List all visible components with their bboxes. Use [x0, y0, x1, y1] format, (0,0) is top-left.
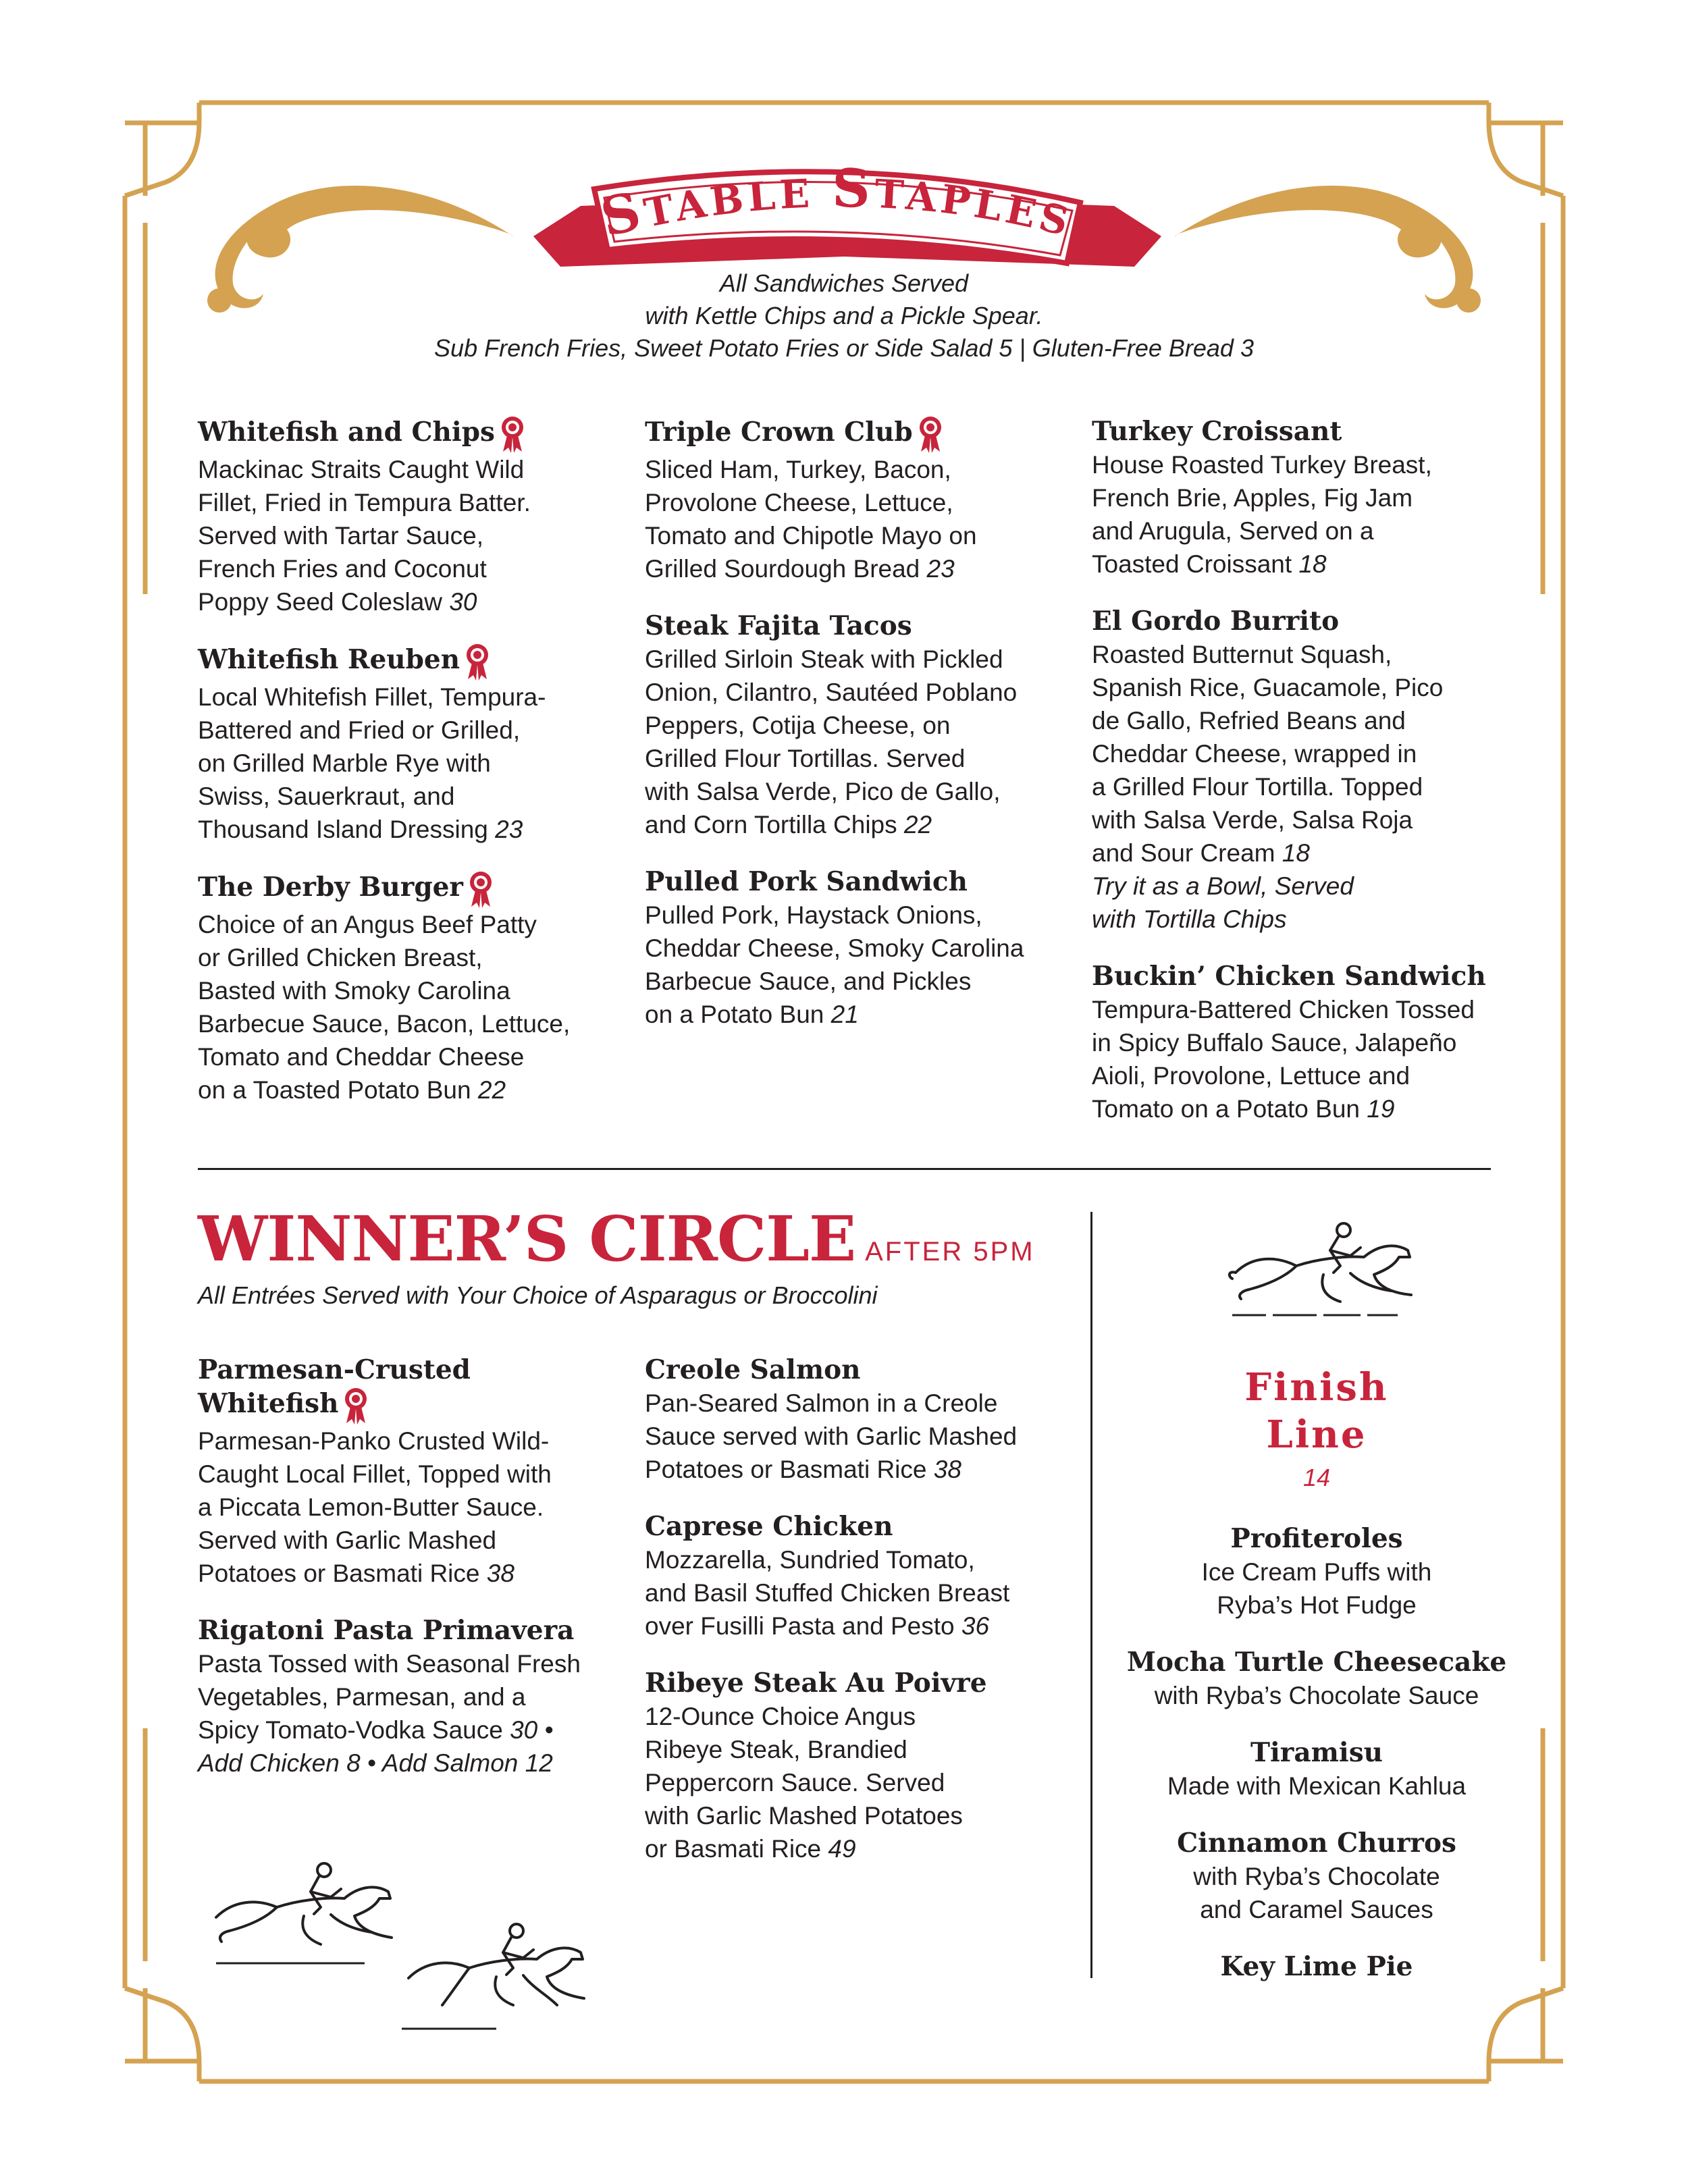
menu-item-description	[198, 585, 603, 618]
stable-column-3	[1092, 415, 1510, 1150]
menu-item-description	[645, 1387, 1063, 1420]
award-ribbon-icon	[342, 1387, 369, 1424]
award-ribbon-icon	[499, 415, 526, 453]
menu-item-description	[1092, 993, 1510, 1026]
menu-item-name: Caprese Chicken	[645, 1511, 893, 1542]
description-text: Pan-Seared Salmon in a Creole	[645, 1389, 998, 1417]
description-text: Pasta Tossed with Seasonal Fresh	[198, 1650, 581, 1678]
description-text: Fillet, Fried in Tempura Batter.	[198, 489, 531, 516]
menu-item-price: 49	[828, 1835, 856, 1863]
menu-item-name: Whitefish and Chips	[198, 415, 603, 453]
description-text: Swiss, Sauerkraut, and	[198, 782, 455, 810]
description-text: Grilled Sourdough Bread	[645, 555, 920, 583]
description-text: Spicy Tomato-Vodka Sauce	[198, 1716, 503, 1744]
dessert-description: and Caramel Sauces	[1200, 1896, 1433, 1923]
menu-item-description	[1092, 704, 1510, 737]
stable-column-1	[198, 415, 603, 1131]
description-text: Grilled Sirloin Steak with Pickled	[645, 645, 1003, 673]
award-ribbon-icon	[917, 415, 944, 453]
menu-item-description	[645, 998, 1050, 1031]
menu-item-description	[198, 780, 603, 813]
description-text: Caught Local Fillet, Topped with	[198, 1460, 552, 1488]
menu-item-description	[1092, 1059, 1510, 1092]
description-text: Served with Tartar Sauce,	[198, 522, 483, 550]
description-text: Cheddar Cheese, Smoky Carolina	[645, 934, 1024, 962]
menu-item-description	[1092, 514, 1510, 548]
menu-item-description	[1092, 1026, 1510, 1059]
dessert-description: Ice Cream Puffs with	[1201, 1558, 1432, 1586]
menu-item-name: Whitefish Reuben	[198, 643, 603, 681]
menu-item-description	[198, 908, 603, 941]
description-text: Parmesan-Panko Crusted Wild-	[198, 1427, 550, 1455]
menu-item-description	[1092, 548, 1510, 581]
menu-item-price: 18	[1282, 839, 1310, 867]
description-text: Tomato and Cheddar Cheese	[198, 1043, 525, 1071]
menu-item	[645, 610, 1050, 841]
menu-item-description	[198, 1557, 616, 1590]
menu-item-name: Rigatoni Pasta Primavera	[198, 1615, 575, 1646]
menu-item-description	[645, 899, 1050, 932]
menu-item-description	[198, 714, 603, 747]
description-text: Mozzarella, Sundried Tomato,	[645, 1546, 975, 1574]
menu-item-note: Try it as a Bowl, Served	[1092, 872, 1354, 900]
menu-item	[198, 415, 603, 618]
menu-item	[198, 643, 603, 846]
dessert-item	[1107, 1827, 1526, 1926]
menu-item-description	[645, 676, 1050, 709]
dessert-name: Key Lime Pie	[1220, 1951, 1413, 1982]
description-text: on a Potato Bun	[645, 1001, 824, 1028]
description-text: a Grilled Flour Tortilla. Topped	[1092, 773, 1423, 801]
dessert-name: Tiramisu	[1250, 1737, 1383, 1768]
menu-item-name: Turkey Croissant	[1092, 416, 1342, 447]
menu-item-description	[198, 1424, 616, 1458]
description-text: or Basmati Rice	[645, 1835, 822, 1863]
menu-item-description	[198, 1040, 603, 1073]
menu-item-description	[198, 1491, 616, 1524]
menu-item-price: 30 •	[510, 1716, 554, 1744]
description-text: Peppercorn Sauce. Served	[645, 1769, 945, 1796]
menu-item-price: 30	[449, 588, 477, 616]
dessert-name: Mocha Turtle Cheesecake	[1126, 1647, 1507, 1678]
menu-item-description	[645, 1832, 1063, 1865]
stable-subtitle-1: All Sandwiches Served	[719, 269, 969, 297]
menu-item-description	[198, 941, 603, 974]
dessert-item	[1107, 1646, 1526, 1712]
description-text: Served with Garlic Mashed	[198, 1526, 497, 1554]
description-text: Cheddar Cheese, wrapped in	[1092, 740, 1417, 768]
stable-subtitle-3: Sub French Fries, Sweet Potato Fries or Side Salad 5 | Gluten-Free Bread 3	[434, 334, 1254, 362]
menu-item-description	[198, 1524, 616, 1557]
winners-column-1	[198, 1354, 616, 1804]
description-text: Pulled Pork, Haystack Onions,	[645, 901, 982, 929]
menu-item-description	[198, 747, 603, 780]
menu-item-description	[1092, 671, 1510, 704]
horse-jockey-icon	[395, 1904, 598, 2039]
menu-item-description	[198, 453, 603, 486]
description-text: Roasted Butternut Squash,	[1092, 641, 1392, 668]
dessert-name: Cinnamon Churros	[1177, 1828, 1456, 1859]
menu-item-name: Pulled Pork Sandwich	[645, 866, 968, 897]
menu-item-price: 18	[1298, 550, 1327, 578]
menu-item	[645, 1354, 1063, 1486]
menu-item-description	[645, 1576, 1063, 1609]
menu-item	[1092, 960, 1510, 1125]
description-text: or Grilled Chicken Breast,	[198, 944, 483, 971]
menu-item-description	[645, 643, 1050, 676]
dessert-item	[1107, 1950, 1526, 1983]
menu-item-name: Steak Fajita Tacos	[645, 610, 912, 641]
finish-line-title-2: Line	[1266, 1412, 1367, 1457]
menu-item-description	[645, 709, 1050, 742]
menu-item-description	[645, 1420, 1063, 1453]
menu-item-description	[645, 808, 1050, 841]
menu-item-note: with Tortilla Chips	[1092, 905, 1287, 933]
description-text: Basted with Smoky Carolina	[198, 977, 510, 1005]
description-text: Grilled Flour Tortillas. Served	[645, 745, 966, 772]
menu-item-name: Creole Salmon	[645, 1354, 861, 1385]
menu-item-description	[645, 742, 1050, 775]
description-text: with Salsa Verde, Salsa Roja	[1092, 806, 1413, 834]
menu-item-description	[1092, 481, 1510, 514]
menu-item-description	[645, 1766, 1063, 1799]
award-ribbon-icon	[467, 870, 494, 908]
menu-item-description	[645, 1609, 1063, 1643]
dessert-list	[1107, 1522, 1526, 2008]
menu-item-description	[645, 519, 1050, 552]
menu-item	[645, 1510, 1063, 1643]
description-text: Battered and Fried or Grilled,	[198, 716, 521, 744]
after-5pm-label: AFTER 5PM	[865, 1237, 1035, 1267]
menu-item-name: The Derby Burger	[198, 870, 603, 908]
menu-item-description	[198, 974, 603, 1007]
description-text: Tomato and Chipotle Mayo on	[645, 522, 977, 550]
description-text: Peppers, Cotija Cheese, on	[645, 712, 951, 739]
menu-item-description	[1092, 1092, 1510, 1125]
description-text: Aioli, Provolone, Lettuce and	[1092, 1062, 1410, 1090]
menu-item-description	[645, 932, 1050, 965]
menu-item-note: Add Chicken 8 • Add Salmon 12	[198, 1749, 553, 1777]
menu-item	[1092, 415, 1510, 581]
description-text: Sauce served with Garlic Mashed	[645, 1422, 1018, 1450]
menu-item-price: 22	[903, 811, 932, 838]
menu-item-description	[645, 552, 1050, 585]
menu-item-description	[645, 453, 1050, 486]
menu-item	[645, 865, 1050, 1031]
menu-item-description	[645, 965, 1050, 998]
description-text: French Fries and Coconut	[198, 555, 487, 583]
menu-item-description	[645, 775, 1050, 808]
description-text: French Brie, Apples, Fig Jam	[1092, 484, 1413, 512]
menu-item-name: Buckin’ Chicken Sandwich	[1092, 961, 1486, 992]
menu-item-description	[198, 681, 603, 714]
menu-item-description	[645, 1543, 1063, 1576]
menu-item-name: Triple Crown Club	[645, 415, 1050, 453]
description-text: Poppy Seed Coleslaw	[198, 588, 442, 616]
description-text: on Grilled Marble Rye with	[198, 749, 491, 777]
winners-column-2	[645, 1354, 1063, 1890]
dessert-description: with Ryba’s Chocolate	[1193, 1863, 1440, 1890]
description-text: Local Whitefish Fillet, Tempura-	[198, 683, 546, 711]
description-text: and Corn Tortilla Chips	[645, 811, 897, 838]
description-text: over Fusilli Pasta and Pesto	[645, 1612, 955, 1640]
menu-item-description	[645, 486, 1050, 519]
menu-item-price: 19	[1367, 1095, 1395, 1123]
menu-item-price: 21	[830, 1001, 859, 1028]
menu-item-description	[198, 1458, 616, 1491]
description-text: Ribeye Steak, Brandied	[645, 1736, 907, 1763]
description-text: Choice of an Angus Beef Patty	[198, 911, 537, 938]
dessert-description: Ryba’s Hot Fudge	[1217, 1591, 1417, 1619]
menu-item-description	[645, 1733, 1063, 1766]
description-text: with Garlic Mashed Potatoes	[645, 1802, 963, 1830]
award-ribbon-icon	[464, 643, 491, 681]
menu-item-price: 23	[926, 555, 955, 583]
description-text: and Basil Stuffed Chicken Breast	[645, 1579, 1010, 1607]
description-text: de Gallo, Refried Beans and	[1092, 707, 1406, 735]
description-text: Vegetables, Parmesan, and a	[198, 1683, 526, 1711]
menu-item-price: 38	[486, 1560, 515, 1587]
description-text: Barbecue Sauce, and Pickles	[645, 967, 972, 995]
menu-item-description	[645, 1700, 1063, 1733]
dessert-description: Made with Mexican Kahlua	[1167, 1772, 1467, 1800]
menu-item	[198, 870, 603, 1107]
menu-item-description	[198, 1007, 603, 1040]
menu-item-price: 23	[495, 816, 523, 843]
description-text: 12-Ounce Choice Angus	[645, 1703, 916, 1730]
description-text: Sliced Ham, Turkey, Bacon,	[645, 456, 951, 483]
dessert-description: with Ryba’s Chocolate Sauce	[1154, 1682, 1479, 1709]
finish-line-title-1: Finish	[1244, 1365, 1389, 1410]
menu-item-description	[1092, 448, 1510, 481]
menu-item	[198, 1614, 616, 1780]
menu-item-description	[1092, 737, 1510, 770]
description-text: House Roasted Turkey Breast,	[1092, 451, 1432, 479]
menu-item-description	[1092, 803, 1510, 836]
menu-item	[645, 415, 1050, 585]
stable-subtitle-2: with Kettle Chips and a Pickle Spear.	[645, 302, 1043, 329]
description-text: with Salsa Verde, Pico de Gallo,	[645, 778, 1001, 805]
dessert-name: Profiteroles	[1230, 1523, 1403, 1554]
section-title-winners-circle: WINNER’S CIRCLE AFTER 5PM	[198, 1202, 1035, 1275]
description-text: on a Toasted Potato Bun	[198, 1076, 471, 1104]
description-text: Potatoes or Basmati Rice	[645, 1456, 927, 1483]
menu-item-name: El Gordo Burrito	[1092, 606, 1340, 637]
menu-item-name: Whitefish	[198, 1387, 616, 1424]
menu-item-description	[1092, 638, 1510, 671]
menu-item-price: 36	[961, 1612, 990, 1640]
menu-item	[198, 1354, 616, 1590]
description-text: Mackinac Straits Caught Wild	[198, 456, 525, 483]
description-text: Provolone Cheese, Lettuce,	[645, 489, 953, 516]
section-divider	[198, 1168, 1491, 1170]
menu-item-description	[1092, 770, 1510, 803]
menu-item-description	[198, 519, 603, 552]
description-text: Toasted Croissant	[1092, 550, 1292, 578]
horse-jockey-icon	[203, 1843, 405, 1971]
description-text: and Arugula, Served on a	[1092, 517, 1374, 545]
description-text: Spanish Rice, Guacamole, Pico	[1092, 674, 1444, 701]
menu-item-description	[645, 1453, 1063, 1486]
description-text: a Piccata Lemon-Butter Sauce.	[198, 1493, 544, 1521]
description-text: Tempura-Battered Chicken Tossed	[1092, 996, 1475, 1023]
menu-item-description	[645, 1799, 1063, 1832]
menu-item-description	[198, 1713, 616, 1747]
description-text: Barbecue Sauce, Bacon, Lettuce,	[198, 1010, 571, 1038]
menu-item-price: 38	[933, 1456, 961, 1483]
menu-item-description	[198, 552, 603, 585]
menu-item	[1092, 605, 1510, 936]
menu-item-description	[198, 486, 603, 519]
description-text: and Sour Cream	[1092, 839, 1275, 867]
finish-line-price: 14	[1302, 1464, 1331, 1491]
menu-item-description	[1092, 836, 1510, 870]
menu-item-name: Ribeye Steak Au Poivre	[645, 1668, 987, 1699]
menu-item-price: 22	[477, 1076, 506, 1104]
stable-column-2	[645, 415, 1050, 1055]
description-text: Tomato on a Potato Bun	[1092, 1095, 1360, 1123]
menu-item-description	[198, 1680, 616, 1713]
menu-item-description	[198, 813, 603, 846]
description-text: in Spicy Buffalo Sauce, Jalapeño	[1092, 1029, 1457, 1057]
svg-text:STABLE STAPLES: STABLE STAPLES	[595, 157, 1077, 249]
description-text: Thousand Island Dressing	[198, 816, 488, 843]
dessert-item	[1107, 1736, 1526, 1803]
dessert-item	[1107, 1522, 1526, 1622]
description-text: Onion, Cilantro, Sautéed Poblano	[645, 678, 1018, 706]
winners-subtitle: All Entrées Served with Your Choice of Asparagus or Broccolini	[198, 1281, 878, 1309]
menu-item-description	[198, 1073, 603, 1107]
menu-item-description	[198, 1647, 616, 1680]
menu-item-name: Parmesan-Crusted	[198, 1354, 471, 1385]
column-divider	[1090, 1212, 1092, 1978]
menu-item	[645, 1667, 1063, 1865]
horse-jockey-icon	[1222, 1208, 1425, 1330]
description-text: Potatoes or Basmati Rice	[198, 1560, 480, 1587]
